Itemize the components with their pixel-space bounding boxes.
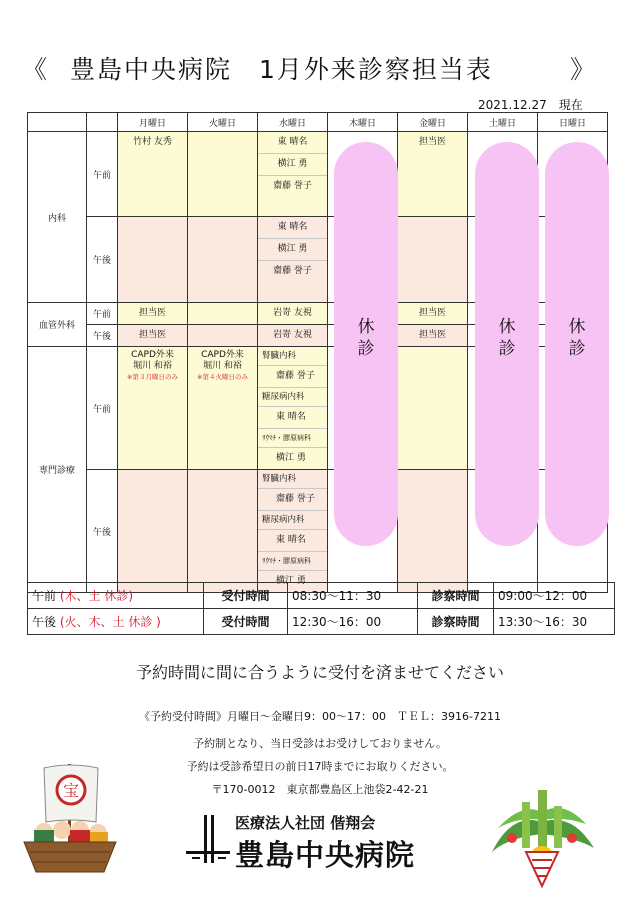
cell bbox=[258, 217, 328, 303]
cell bbox=[118, 217, 188, 303]
day-header: 火曜日 bbox=[188, 113, 258, 132]
doctor-entry: 担当医 bbox=[418, 137, 446, 147]
cell bbox=[258, 303, 328, 325]
doctor-entry: 東 晴名 bbox=[258, 530, 327, 552]
day-header: 日曜日 bbox=[538, 113, 608, 132]
doctor-entry: 横江 勇 bbox=[258, 239, 327, 261]
slot-am: 午前 bbox=[87, 132, 118, 217]
hours-closed-note: (火、木、土 休診 ) bbox=[59, 615, 161, 629]
doctor-entry: 東 晴名 bbox=[258, 132, 327, 154]
exam-label: 診察時間 bbox=[418, 609, 494, 635]
hours-row-am bbox=[28, 583, 615, 609]
reservation-hours: 《予約受付時間》月曜日～金曜日9：00～17：00 ＴＥＬ：3916-7211 bbox=[139, 710, 501, 723]
cell bbox=[258, 325, 328, 347]
hours-row-pm bbox=[28, 609, 615, 635]
dept-vascular: 血管外科 bbox=[28, 303, 87, 347]
hours-slot-label: 午前 bbox=[32, 589, 57, 603]
policy-line-2: 予約は受診希望日の前日17時までにお取りください。 bbox=[186, 760, 454, 773]
corner-cell bbox=[28, 113, 87, 132]
corporation-name: 医療法人社団 偕翔会 bbox=[235, 814, 376, 832]
slot-pm: 午後 bbox=[87, 470, 118, 593]
header-row bbox=[28, 113, 608, 132]
ship-seal-text: 宝 bbox=[62, 781, 80, 800]
policy-line-1: 予約制となり、当日受診はお受けしておりません。 bbox=[193, 737, 447, 750]
address: 〒170-0012 東京都豊島区上池袋2-42-21 bbox=[211, 783, 429, 796]
capd-note: ※第４火曜日のみ bbox=[197, 373, 248, 381]
cell bbox=[118, 303, 188, 325]
as-of-date: 2021.12.27 現在 bbox=[478, 98, 583, 112]
capd-label: CAPD外来 bbox=[201, 350, 244, 360]
capd-doctor: 堀川 和裕 bbox=[203, 361, 242, 371]
title-open-bracket: 《 bbox=[22, 55, 48, 84]
hospital-name: 豊島中央病院 bbox=[235, 838, 416, 872]
day-header: 土曜日 bbox=[468, 113, 538, 132]
cell bbox=[118, 132, 188, 217]
capd-entry bbox=[188, 347, 257, 383]
hours-slot bbox=[28, 583, 204, 609]
doctor-entry: 担当医 bbox=[418, 330, 446, 340]
cell bbox=[258, 470, 328, 593]
cell bbox=[398, 132, 468, 217]
slot-pm: 午後 bbox=[87, 325, 118, 347]
dept-internal: 内科 bbox=[28, 132, 87, 303]
cell bbox=[258, 132, 328, 217]
title-close-bracket: 》 bbox=[570, 55, 596, 84]
hours-closed-note: (木、土 休診) bbox=[59, 589, 134, 603]
treasure-ship-icon bbox=[20, 760, 120, 880]
reception-time: 12:30～16：00 bbox=[288, 609, 418, 635]
doctor-entry: 担当医 bbox=[138, 308, 166, 318]
exam-time: 09:00～12：00 bbox=[494, 583, 615, 609]
specialty-label: ﾘｳﾏﾁ・膠原病科 bbox=[258, 552, 327, 571]
cell bbox=[188, 325, 258, 347]
cell bbox=[188, 303, 258, 325]
reception-label: 受付時間 bbox=[204, 583, 288, 609]
cell bbox=[188, 470, 258, 593]
doctor-entry: 齋藤 誉子 bbox=[273, 266, 312, 276]
capd-entry bbox=[118, 347, 187, 383]
doctor-entry: 横江 勇 bbox=[258, 154, 327, 176]
slot-am: 午前 bbox=[87, 347, 118, 470]
hospital-logo-icon bbox=[184, 813, 232, 871]
closed-label-sat: 休 診 bbox=[498, 317, 516, 359]
doctor-entry: 岩嵜 友視 bbox=[273, 308, 312, 318]
page-title bbox=[0, 50, 640, 86]
doctor-entry: 横江 勇 bbox=[276, 453, 306, 463]
specialty-label: 腎臓内科 bbox=[258, 470, 327, 489]
cell bbox=[118, 470, 188, 593]
closed-label-sun: 休 診 bbox=[568, 317, 586, 359]
cell bbox=[398, 347, 468, 470]
reception-time: 08:30～11：30 bbox=[288, 583, 418, 609]
doctor-entry: 岩嵜 友視 bbox=[273, 330, 312, 340]
specialty-label: ﾘｳﾏﾁ・膠原病科 bbox=[258, 429, 327, 448]
specialty-label: 糖尿病内科 bbox=[258, 388, 327, 407]
cell bbox=[118, 347, 188, 470]
cell bbox=[188, 132, 258, 217]
exam-time: 13:30～16：30 bbox=[494, 609, 615, 635]
cell bbox=[398, 303, 468, 325]
hours-slot bbox=[28, 609, 204, 635]
cell bbox=[118, 325, 188, 347]
dept-specialty: 専門診療 bbox=[28, 347, 87, 593]
slot-pm: 午後 bbox=[87, 217, 118, 303]
kadomatsu-icon bbox=[482, 782, 602, 892]
cell bbox=[398, 470, 468, 593]
cell bbox=[188, 347, 258, 470]
doctor-entry: 東 晴名 bbox=[258, 407, 327, 429]
doctor-entry: 齋藤 誉子 bbox=[258, 489, 327, 511]
cell bbox=[258, 347, 328, 470]
cell bbox=[188, 217, 258, 303]
specialty-label: 腎臓内科 bbox=[258, 347, 327, 366]
exam-label: 診察時間 bbox=[418, 583, 494, 609]
doctor-entry: 齋藤 誉子 bbox=[273, 181, 312, 191]
capd-doctor: 堀川 和裕 bbox=[133, 361, 172, 371]
doctor-entry: 担当医 bbox=[418, 308, 446, 318]
capd-note: ※第３月曜日のみ bbox=[127, 373, 178, 381]
day-header: 月曜日 bbox=[118, 113, 188, 132]
closed-label-thu: 休 診 bbox=[357, 317, 375, 359]
day-header: 金曜日 bbox=[398, 113, 468, 132]
doctor-entry: 担当医 bbox=[138, 330, 166, 340]
doctor-entry: 横江 勇 bbox=[276, 576, 306, 586]
reception-label: 受付時間 bbox=[204, 609, 288, 635]
doctor-entry: 齋藤 誉子 bbox=[258, 366, 327, 388]
doctor-entry: 竹村 友秀 bbox=[133, 137, 172, 147]
day-header: 木曜日 bbox=[328, 113, 398, 132]
hours-slot-label: 午後 bbox=[32, 615, 57, 629]
slot-am: 午前 bbox=[87, 303, 118, 325]
capd-label: CAPD外来 bbox=[131, 350, 174, 360]
reception-notice: 予約時間に間に合うように受付を済ませてください bbox=[135, 663, 504, 682]
specialty-label: 糖尿病内科 bbox=[258, 511, 327, 530]
day-header: 水曜日 bbox=[258, 113, 328, 132]
title-text: 豊島中央病院 1月外来診察担当表 bbox=[70, 55, 493, 84]
corner-cell bbox=[87, 113, 118, 132]
hours-table bbox=[27, 582, 615, 635]
cell bbox=[398, 325, 468, 347]
doctor-entry: 東 晴名 bbox=[258, 217, 327, 239]
cell bbox=[398, 217, 468, 303]
